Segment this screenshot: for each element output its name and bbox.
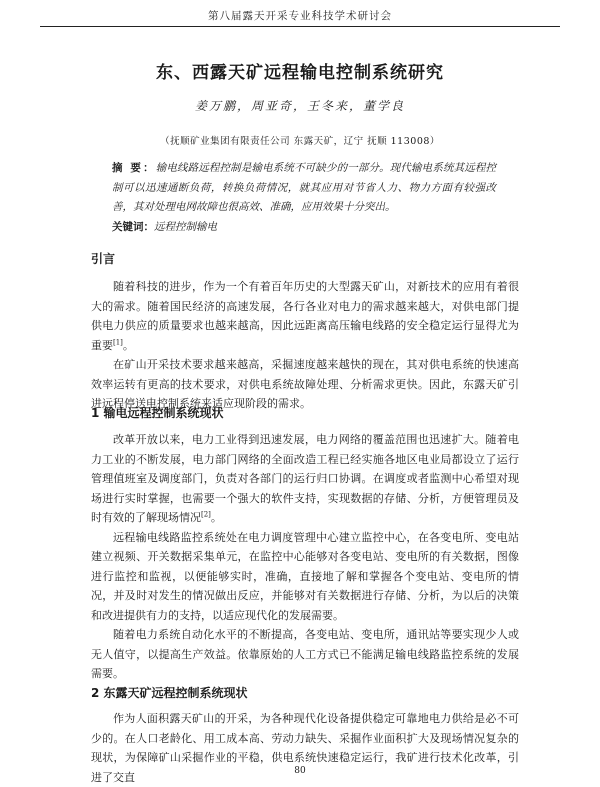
- abstract-label: 摘 要：: [112, 162, 156, 174]
- citation-ref: [2]: [201, 510, 211, 519]
- paragraph: 随着科技的进步，作为一个有着百年历史的大型露天矿山，对新技术的应用有着很大的需求。随着国民经济的高速发展，各行各业对电力的需求越来越大，对供电部门提供电力供应的质量要求也越来越高，因此远距离高压输电线路的安全稳定运行显得尤为重要[1]。: [91, 280, 519, 352]
- citation-ref: [1]: [113, 337, 123, 346]
- paragraph: 在矿山开采技术要求越来越高，采掘速度越来越快的现在，其对供电系统的快速高效率运转有更高的技术要求，对供电系统故障处理、分析需求更快。因此，东露天矿引进远程停送电控制系统来适应现阶段的需求。: [91, 358, 519, 410]
- paragraph: 作为人面积露天矿山的开采，为各种现代化设备提供稳定可靠地电力供给是必不可少的。在人口老龄化、用工成本高、劳动力缺失、采掘作业面积扩大及现场情况复杂的现状，为保障矿山采掘作业的平稳，供电系统快速稳定运行，我矿进行技术化改革，引进了交直: [91, 712, 519, 784]
- keywords-label: 关键词：: [112, 221, 154, 233]
- paragraph: 随着电力系统自动化水平的不断提高，各变电站、变电所，通讯站等要实现少人或无人值守，以提高生产效益。依靠原始的人工方式已不能满足输电线路监控系统的发展需要。: [91, 628, 519, 680]
- abstract: [112, 159, 496, 218]
- paragraph: 远程输电线路监控系统处在电力调度管理中心建立监控中心，在各变电所、变电站建立视频、开关数据采集单元，在监控中心能够对各变电站、变电所的有关数据，图像进行监控和监视，以便能够实时，准确，直接地了解和掌握各个变电站、变电所的情况，并及时对发生的情况做出反应，并能够对有关数据进行存储、分析，为以后的决策和改进提供有力的支持，以适应现代化的发展需要。: [91, 530, 519, 622]
- keywords: [112, 219, 217, 234]
- affiliation: （抚顺矿业集团有限责任公司 东露天矿，辽宁 抚顺 113008）: [160, 136, 440, 147]
- section-1-body: [91, 430, 519, 684]
- abstract-text: 输电线路远程控制是输电系统不可缺少的一部分。现代输电系统其远程控制可以迅速通断负荷，转换负荷情况，就其应用对节省人力、物力方面有较强改善，其对处理电网故障也很高效、准确，应用效果十分突出。: [112, 162, 497, 213]
- page-number: 80: [294, 766, 306, 776]
- section-heading-2: 2 东露天矿远程控制系统现状: [91, 686, 248, 700]
- running-header: 第八届露天开采专业科技学术研讨会: [40, 8, 560, 27]
- keywords-text: 远程控制输电: [154, 221, 217, 233]
- section-heading-1: 1 输电远程控制系统现状: [91, 406, 224, 420]
- intro-body: [91, 277, 519, 414]
- section-heading-intro: 引言: [91, 252, 116, 266]
- paragraph: 改革开放以来，电力工业得到迅速发展，电力网络的覆盖范围也迅速扩大。随着电力工业的不断发展，电力部门网络的全面改造工程已经实施各地区电业局都设立了运行管理值班室及调度部门，负责对各部门的运行归口协调。在调度或者监测中心希望对现场进行实时掌握，也需要一个强大的软件支持，实现数据的存储、分析，方便管理员及时有效的了解现场情况[2]。: [91, 433, 519, 524]
- paper-title: 东、西露天矿远程输电控制系统研究: [156, 63, 444, 83]
- author-list: 姜万鹏，周亚奇，王冬来，董学良: [194, 99, 405, 113]
